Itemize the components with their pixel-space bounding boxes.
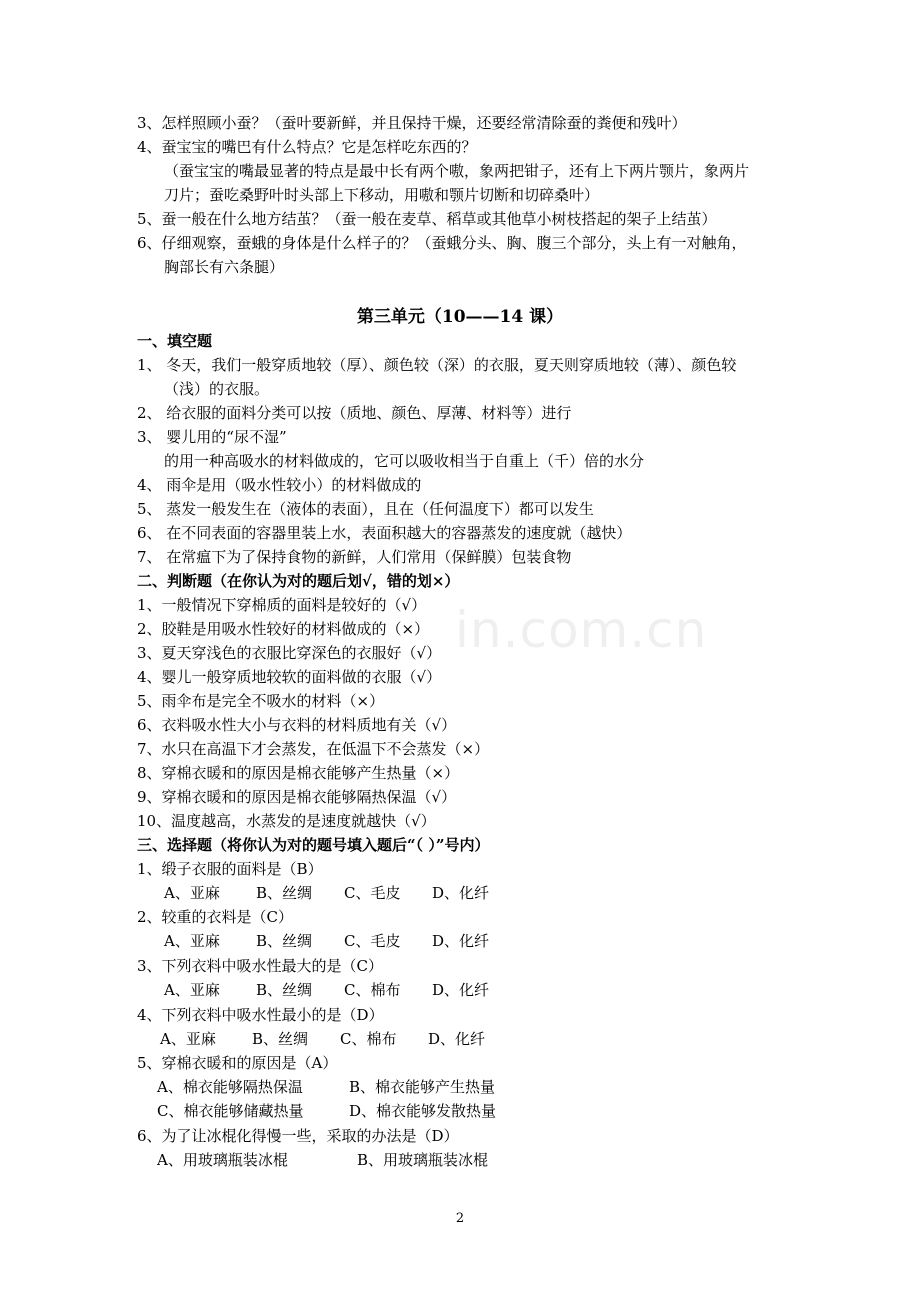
judge-item: 4、婴儿一般穿质地较软的面料做的衣服（√）: [137, 668, 442, 686]
judge-item: 5、雨伞布是完全不吸水的材料（×）: [137, 692, 385, 710]
choice-option: B、丝绸: [256, 932, 313, 950]
choice-option: C、棉布: [344, 981, 401, 999]
choice-option: D、化纤: [432, 981, 490, 999]
choice-question: 1、缎子衣服的面料是（B）: [137, 860, 323, 878]
judge-item: 3、夏天穿浅色的衣服比穿深色的衣服好（√）: [137, 644, 442, 662]
judge-item: 8、穿棉衣暖和的原因是棉衣能够产生热量（×）: [137, 764, 460, 782]
question-line: 3、怎样照顾小蚕？（蚕叶要新鲜，并且保持干燥，还要经常清除蚕的粪便和残叶）: [137, 114, 687, 132]
choice-option: C、棉布: [340, 1030, 397, 1048]
section-heading-judge: 二、判断题（在你认为对的题后划√，错的划×）: [137, 572, 460, 590]
question-line: 4、蚕宝宝的嘴巴有什么特点？它是怎样吃东西的？: [137, 138, 477, 156]
judge-item: 6、衣料吸水性大小与衣料的材料质地有关（√）: [137, 716, 457, 734]
choice-option: C、棉衣能够储藏热量: [157, 1102, 304, 1120]
unit-title: 第三单元（10——14 课）: [356, 307, 564, 327]
choice-option: D、化纤: [428, 1030, 486, 1048]
choice-options: [164, 882, 489, 904]
choice-question: 3、下列衣料中吸水性最大的是（C）: [137, 957, 384, 975]
choice-option: A、亚麻: [160, 1030, 216, 1048]
judge-item: 2、胶鞋是用吸水性较好的材料做成的（×）: [137, 620, 430, 638]
fill-item: 5、 蒸发一般发生在（液体的表面），且在（任何温度下）都可以发生: [137, 500, 594, 518]
fill-item: 6、 在不同表面的容器里装上水，表面积越大的容器蒸发的速度就（越快）: [137, 524, 632, 542]
choice-option: B、丝绸: [252, 1030, 309, 1048]
choice-option: C、毛皮: [344, 932, 401, 950]
answer-line: 刀片；蚕吃桑野叶时头部上下移动，用嗷和颚片切断和切碎桑叶）: [164, 186, 600, 204]
choice-options: [157, 1076, 495, 1098]
choice-option: A、亚麻: [164, 932, 220, 950]
choice-option: D、棉衣能够发散热量: [349, 1102, 497, 1120]
choice-options: [157, 1149, 488, 1171]
judge-item: 9、穿棉衣暖和的原因是棉衣能够隔热保温（√）: [137, 788, 457, 806]
choice-option: D、化纤: [432, 932, 490, 950]
choice-options: [164, 930, 489, 952]
choice-option: A、棉衣能够隔热保温: [157, 1078, 303, 1096]
section-heading-fill: 一、填空题: [137, 332, 213, 350]
choice-option: B、丝绸: [256, 884, 313, 902]
choice-option: A、亚麻: [164, 884, 220, 902]
fill-item: （浅）的衣服。: [164, 380, 270, 398]
question-line: 5、蚕一般在什么地方结茧？（蚕一般在麦草、稻草或其他草小树枝搭起的架子上结茧）: [137, 210, 717, 228]
section-heading-choice: 三、选择题（将你认为对的题号填入题后“（ ）”号内）: [137, 836, 490, 854]
fill-item: 2、 给衣服的面料分类可以按（质地、颜色、厚薄、材料等）进行: [137, 404, 572, 422]
fill-item: 4、 雨伞是用（吸水性较小）的材料做成的: [137, 476, 422, 494]
choice-option: C、毛皮: [344, 884, 401, 902]
fill-item: 的用一种高吸水的材料做成的，它可以吸收相当于自重上（千）倍的水分: [164, 452, 645, 470]
choice-option: D、化纤: [432, 884, 490, 902]
fill-item: 1、 冬天，我们一般穿质地较（厚）、颜色较（深）的衣服，夏天则穿质地较（薄）、颜色较: [137, 356, 737, 374]
choice-option: B、棉衣能够产生热量: [349, 1078, 496, 1096]
judge-item: 1、一般情况下穿棉质的面料是较好的（√）: [137, 596, 427, 614]
choice-options: [164, 979, 489, 1001]
choice-question: 2、较重的衣料是（C）: [137, 908, 294, 926]
choice-option: B、丝绸: [256, 981, 313, 999]
page-number: 2: [455, 1211, 465, 1226]
answer-line: 胸部长有六条腿）: [164, 258, 285, 276]
choice-option: A、用玻璃瓶装冰棍: [157, 1151, 288, 1169]
choice-options: [160, 1028, 485, 1050]
fill-item: 7、 在常瘟下为了保持食物的新鲜，人们常用（保鲜膜）包装食物: [137, 548, 572, 566]
judge-item: 10、温度越高，水蒸发的是速度就越快（√）: [137, 812, 436, 830]
answer-line: （蚕宝宝的嘴最显著的特点是最中长有两个嗷，象两把钳子，还有上下两片颚片，象两片: [164, 162, 750, 180]
watermark: in.com.cn: [455, 601, 708, 659]
choice-question: 6、为了让冰棍化得慢一些，采取的办法是（D）: [137, 1127, 459, 1145]
choice-option: B、用玻璃瓶装冰棍: [357, 1151, 489, 1169]
judge-item: 7、水只在高温下才会蒸发，在低温下不会蒸发（×）: [137, 740, 490, 758]
choice-option: A、亚麻: [164, 981, 220, 999]
choice-options: [157, 1100, 496, 1122]
choice-question: 5、穿棉衣暖和的原因是（A）: [137, 1054, 338, 1072]
question-line: 6、仔细观察，蚕蛾的身体是什么样子的？（蚕蛾分头、胸、腹三个部分，头上有一对触角，: [137, 234, 747, 252]
choice-question: 4、下列衣料中吸水性最小的是（D）: [137, 1006, 384, 1024]
fill-item: 3、 婴儿用的“尿不湿”: [137, 428, 287, 446]
